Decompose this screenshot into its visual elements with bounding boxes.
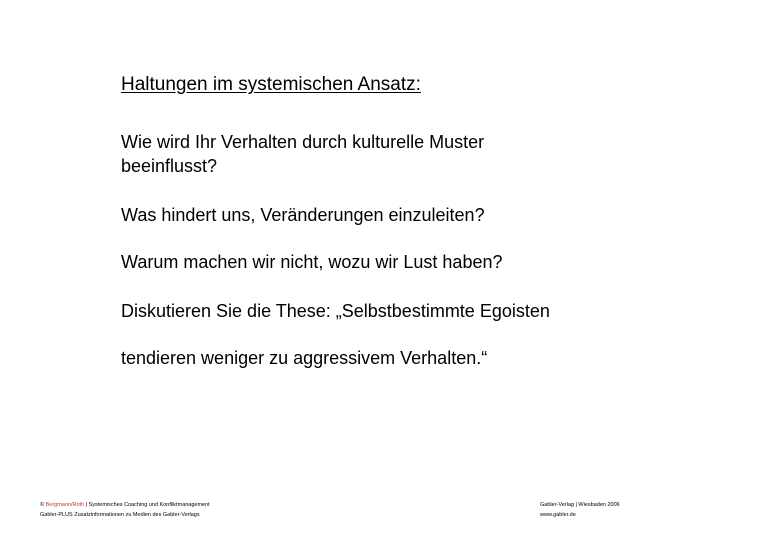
question-cultural-patterns bbox=[121, 130, 484, 178]
footer-website-link[interactable]: www.gabler.de bbox=[540, 512, 576, 518]
slide-heading: Haltungen im systemischen Ansatz: bbox=[121, 74, 421, 95]
question-obstacles-to-change: Was hindert uns, Veränderungen einzuleiten? bbox=[121, 205, 485, 225]
copyright-symbol: © bbox=[40, 502, 45, 508]
thesis-discussion-line-2: tendieren weniger zu aggressivem Verhalten.“ bbox=[121, 348, 488, 368]
question-cultural-patterns-line-1: Wie wird Ihr Verhalten durch kulturelle Muster bbox=[121, 132, 485, 152]
footer-authors: Bergmann/Roth bbox=[45, 502, 85, 508]
footer-publisher-location: Gabler-Verlag | Wiesbaden 2006 bbox=[540, 502, 620, 508]
footer-book-title: | Systemisches Coaching und Konfliktmanagement bbox=[85, 502, 210, 508]
footer-copyright bbox=[40, 502, 210, 509]
question-cultural-patterns-line-2: beeinflusst? bbox=[121, 156, 218, 176]
footer-publisher-info: Gabler-PLUS Zusatzinformationen zu Medien des Gabler-Verlags bbox=[40, 512, 200, 518]
question-why-not-do-what-we-want: Warum machen wir nicht, wozu wir Lust haben? bbox=[121, 252, 503, 272]
thesis-discussion-line-1: Diskutieren Sie die These: „Selbstbestimmte Egoisten bbox=[121, 301, 550, 321]
